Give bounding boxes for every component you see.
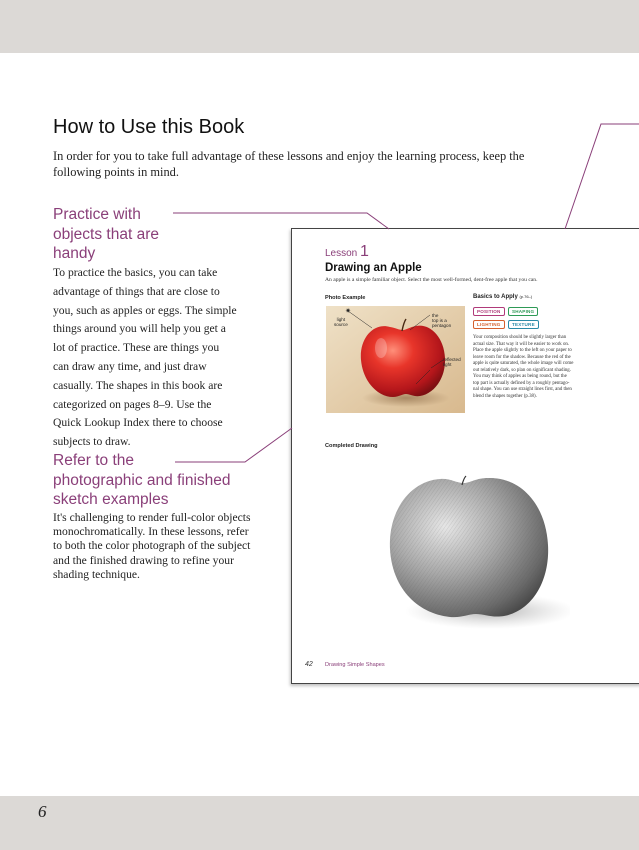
section-heading-refer [53,451,231,510]
tag-position: POSITION [473,307,505,316]
body-line: shading technique. [53,567,140,581]
body-line: Quick Lookup Index there to choose [53,416,223,430]
annotation-line: pentagon [432,323,452,329]
completed-drawing-label: Completed Drawing [325,443,378,449]
basics-line: You may think of apples as being round, but the [473,374,567,379]
heading-line: objects that are [53,225,159,243]
page-number: 6 [38,802,47,821]
body-line: advantage of things that are close to [53,284,220,298]
lesson-description: An apple is a simple familiar object. Select the most well-formed, dent-free apple that you can. [325,277,538,283]
basics-line: nal shape. You can use straight lines first, and then [473,387,572,392]
annotation-line: light [336,317,346,322]
page-title: How to Use this Book [53,116,245,138]
photo-example-label: Photo Example [325,295,366,301]
callout-line-practice [173,213,389,229]
reflected-light-annotation [443,357,461,367]
book-page-example [291,228,639,684]
body-line: It's challenging to render full-color objects [53,511,251,524]
body-line: subjects to draw. [53,435,131,449]
intro-paragraph: In order for you to take full advantage of these lessons and enjoy the learning process, keep the following points in mind. [53,149,525,179]
top-band [0,0,639,53]
lesson-label [325,243,369,261]
tag-shaping: SHAPING [508,307,538,316]
lesson-word: Lesson [325,248,358,259]
tag-lighting: LIGHTING [473,320,505,329]
annotation-line: light [443,362,452,368]
body-line: categorized on pages 8–9. Use the [53,397,212,411]
lesson-number: 1 [360,243,369,260]
section-heading-practice [53,205,159,264]
section-body-practice [53,264,253,452]
body-line: to both the color photograph of the subject [53,539,251,553]
pentagon-annotation [432,313,451,329]
annotation-line: top is a [432,318,447,324]
heading-line: handy [53,245,96,262]
basics-line: Your composition should be slightly larger than [473,335,567,340]
heading-line: Refer to the [53,452,134,469]
basics-line: blend the shapes together (p.38). [473,393,537,399]
basics-page-ref: (p.76–) [519,294,533,299]
tag-texture: TEXTURE [508,320,539,329]
lesson-title: Drawing an Apple [325,262,422,274]
basics-line: Place the apple slightly to the left on your paper to [473,348,572,353]
book-page-number: 42 [305,661,313,668]
basics-line: leave room for the shadow. Because the red of the [473,354,571,360]
apple-photo [326,306,465,413]
heading-line: sketch examples [53,491,169,508]
body-line: casually. The shapes in this book are [53,378,223,392]
basics-line: actual size. That way it will be easier to work on. [473,341,570,347]
book-section-name: Drawing Simple Shapes [325,662,385,668]
annotation-line: reflected [443,357,461,362]
body-line: you, such as apples or eggs. The simple [53,303,237,317]
annotation-line: source [334,322,348,328]
section-body-refer [53,511,258,582]
svg-text:✷: ✷ [345,308,351,315]
body-line: can draw any time, and just draw [53,359,207,373]
body-line: lot of practice. These are things you [53,341,220,355]
callout-line-top [565,124,639,229]
basics-body [473,335,608,400]
apple-sketch-graphic [370,461,570,651]
body-line: To practice the basics, you can take [53,266,218,279]
body-line: monochromatically. In these lessons, refer [53,525,249,539]
annotation-line: the [432,313,439,318]
basics-line: top part is actually defined by a roughly pentago- [473,380,570,386]
heading-line: Practice with [53,206,141,223]
basics-to-apply-label [473,294,532,300]
heading-line: photographic and finished [53,471,231,489]
bottom-band [0,796,639,850]
body-line: things around you will help you get a [53,322,226,336]
body-line: and the finished drawing to refine your [53,553,234,567]
basics-label-text: Basics to Apply [473,294,518,300]
light-source-annotation [334,317,348,327]
basics-line: out relatively dark, so plan on significant shading. [473,367,571,373]
apple-sketch [370,461,570,651]
basics-line: apple is quite saturated, the whole image will come [473,361,574,366]
